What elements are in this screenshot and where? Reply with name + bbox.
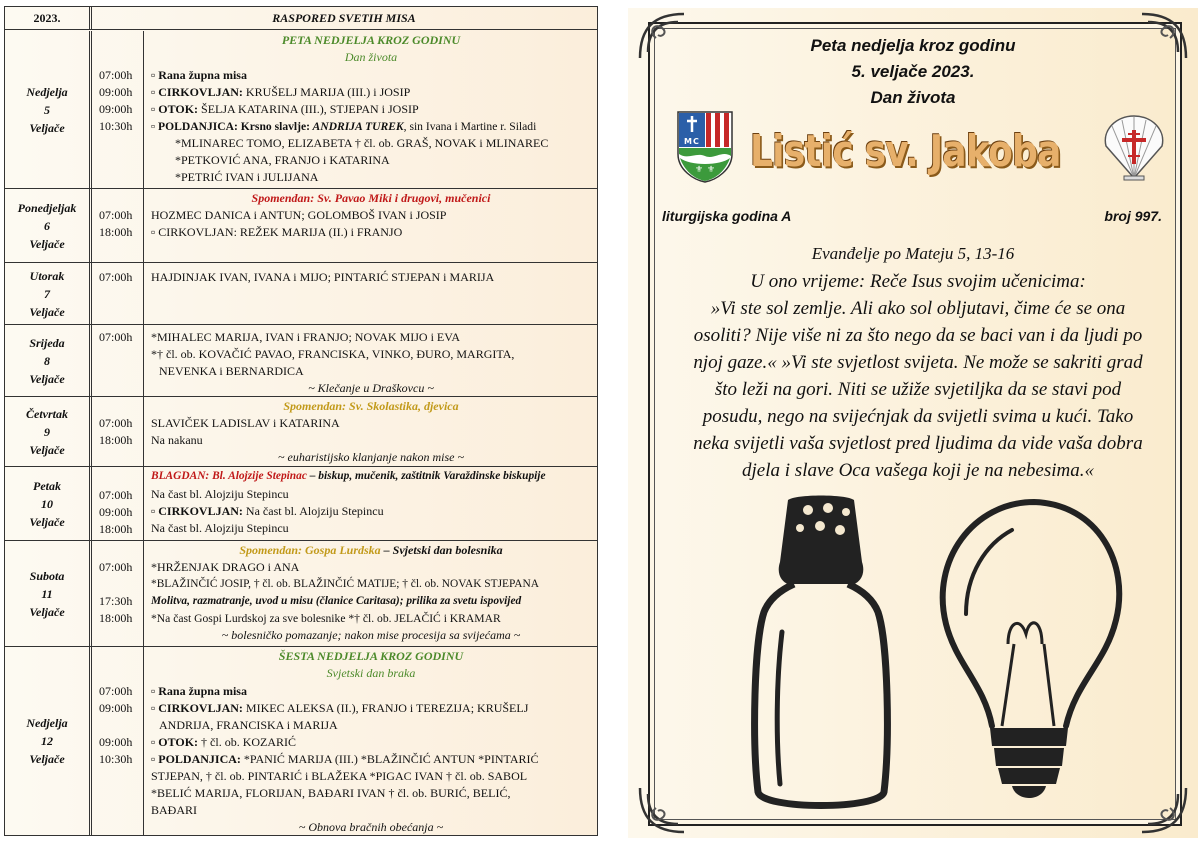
day-label: Petak 10 Veljače bbox=[5, 467, 92, 540]
day-row-saturday-11 bbox=[5, 541, 597, 647]
mass-times: 07:00h bbox=[91, 263, 144, 324]
mass-times: 07:00h 17:30h 18:00h bbox=[91, 541, 144, 646]
day-row-tuesday-7 bbox=[5, 263, 597, 325]
mass-intentions: ŠESTA NEDJELJA KROZ GODINU Svjetski dan braka ▫ Rana župna misa ▫ CIRKOVLJAN: MIKEC ALEKSA (II.), FRANJO i TEREZIJA; KRUŠELJ ANDRIJA, FRANCISKA i MARIJA ▫ OTOK: † čl. ob. KOZARIĆ ▫ POLDANJICA: *PANIĆ MARIJA (III.) *BLAŽINČIĆ ANTUN *PINTARIĆ STJEPAN, † čl. ob. PINTARIĆ i BLAŽEKA *PIGAC IVAN † čl. ob. SABOL *BELIĆ MARIJA, FLORIJAN, BAĐARI IVAN † čl. ob. BURIĆ, BELIĆ, BAĐARI ~ Obnova bračnih obećanja ~ bbox=[145, 647, 597, 835]
ornament-corner-icon bbox=[634, 784, 688, 838]
issue-number: broj 997. bbox=[1104, 208, 1162, 224]
gospel-text: U ono vrijeme: Reče Isus svojim učenicima: »Vi ste sol zemlje. Ali ako sol obljutavi, čime će se ona osoliti? Nije više ni za što nego da se baci van i da ljudi po njoj gaze.« »Vi ste svjetlost svijeta. Ne može se sakriti grad što leži na gori. Niti se užiže svjetiljka da se stavi pod posudu, nego na svijećnjak da svijetli svima u kući. Tako neka svijetli vaša svjetlost pred ljudima da vide vaša dobra djela i slave Oca vašega koji je na nebesima.« bbox=[693, 271, 1143, 481]
day-label: Četvrtak 9 Veljače bbox=[5, 397, 92, 466]
liturgical-day-heading: Spomendan: Sv. Skolastika, djevica bbox=[283, 399, 459, 413]
mass-intentions: *MIHALEC MARIJA, IVAN i FRANJO; NOVAK MIJO i EVA *† čl. ob. KOVAČIĆ PAVAO, FRANCISKA, VINKO, ĐURO, MARGITA, NEVENKA i BERNARDICA ~ Klečanje u Draškovcu ~ bbox=[145, 325, 597, 396]
mass-times: 07:00h 18:00h bbox=[91, 189, 144, 262]
day-row-wednesday-8 bbox=[5, 325, 597, 397]
mass-times: 07:00h 18:00h bbox=[91, 397, 144, 466]
salt-shaker-icon bbox=[736, 492, 906, 822]
day-note: ~ bolesničko pomazanje; nakon mise procesija sa svijećama ~ bbox=[221, 628, 521, 642]
liturgical-day-heading: PETA NEDJELJA KROZ GODINU bbox=[281, 33, 461, 47]
mass-times: 07:00h 09:00h 18:00h bbox=[91, 467, 144, 540]
scallop-shell-icon bbox=[1098, 112, 1170, 182]
mass-intentions: Spomendan: Sv. Pavao Miki i drugovi, mučenici HOZMEC DANICA i ANTUN; GOLOMBOŠ IVAN i JOSIP ▫ CIRKOVLJAN: REŽEK MARIJA (II.) i FRANJO bbox=[145, 189, 597, 262]
liturgical-day-subheading: Svjetski dan braka bbox=[326, 666, 416, 680]
light-bulb-icon bbox=[916, 494, 1136, 822]
cover-title-line-1: Peta nedjelja kroz godinu bbox=[810, 36, 1016, 55]
day-note: ~ Obnova bračnih obećanja ~ bbox=[298, 820, 444, 834]
day-row-friday-10 bbox=[5, 467, 597, 541]
day-row-sunday-5 bbox=[5, 31, 597, 189]
mass-intentions: PETA NEDJELJA KROZ GODINU Dan života ▫ Rana župna misa ▫ CIRKOVLJAN: KRUŠELJ MARIJA (III.) i JOSIP ▫ OTOK: ŠELJA KATARINA (III.), STJEPAN i JOSIP ▫ POLDANJICA: Krsno slavlje: ANDRIJA TUREK, sin Ivana i Martine r. Siladi *MLINAREC TOMO, ELIZABETA † čl. ob. GRAŠ, NOVAK i MLINAREC *PETKOVIĆ ANA, FRANJO i KATARINA *PETRIĆ IVAN i JULIJANA bbox=[145, 31, 597, 188]
gospel-reference: Evanđelje po Mateju 5, 13-16 bbox=[811, 244, 1015, 263]
liturgical-day-heading: ŠESTA NEDJELJA KROZ GODINU bbox=[278, 649, 464, 663]
svg-text:C: C bbox=[693, 137, 699, 146]
day-row-monday-6 bbox=[5, 189, 597, 263]
schedule-title: RASPORED SVETIH MISA bbox=[272, 11, 416, 25]
coat-of-arms-icon bbox=[676, 110, 734, 184]
day-row-sunday-12 bbox=[5, 647, 597, 835]
ornament-corner-icon bbox=[1138, 784, 1192, 838]
mass-times: 07:00h 09:00h 09:00h 10:30h bbox=[91, 31, 144, 188]
mass-times: 07:00h bbox=[91, 325, 144, 396]
mass-intentions: Spomendan: Gospa Lurdska – Svjetski dan bolesnika *HRŽENJAK DRAGO i ANA *BLAŽINČIĆ JOSIP, † čl. ob. BLAŽINČIĆ MATIJE; † čl. ob. NOVAK STJEPANA Molitva, razmatranje, uvod u misu (članice Caritasa); prilika za svetu ispovijed *Na čast Gospi Lurdskoj za sve bolesnike *† čl. ob. JELAČIĆ i KRAMAR ~ bolesničko pomazanje; nakon mise procesija sa svijećama ~ bbox=[145, 541, 597, 646]
liturgical-day-heading: Spomendan: Gospa Lurdska – Svjetski dan bolesnika bbox=[239, 543, 503, 557]
cover-title-line-3: Dan života bbox=[870, 88, 956, 107]
mass-intentions: BLAGDAN: Bl. Alojzije Stepinac – biskup, mučenik, zaštitnik Varaždinske biskupije Na čast bl. Alojziju Stepincu ▫ CIRKOVLJAN: Na čast bl. Alojziju Stepincu Na čast bl. Alojziju Stepincu bbox=[151, 470, 546, 535]
svg-text:⚜: ⚜ bbox=[695, 165, 704, 175]
year-cell: 2023. bbox=[5, 7, 92, 29]
day-label: Subota 11 Veljače bbox=[5, 541, 92, 646]
liturgical-year: liturgijska godina A bbox=[662, 208, 792, 224]
day-note: ~ Klečanje u Draškovcu ~ bbox=[308, 381, 434, 395]
mass-schedule-table bbox=[4, 6, 598, 836]
mass-intentions: Spomendan: Sv. Skolastika, djevica SLAVIČEK LADISLAV i KATARINA Na nakanu ~ euharistijsko klanjanje nakon mise ~ bbox=[145, 397, 597, 466]
mass-times: 07:00h 09:00h 09:00h 10:30h bbox=[91, 647, 144, 835]
bulletin-cover bbox=[628, 8, 1198, 838]
liturgical-day-heading: BLAGDAN: Bl. Alojzije Stepinac – biskup, mučenik, zaštitnik Varaždinske biskupije bbox=[151, 470, 546, 482]
day-label: Nedjelja 12 Veljače bbox=[5, 647, 92, 835]
bulletin-masthead: Listić sv. Jakoba bbox=[750, 126, 1061, 177]
cover-title-line-2: 5. veljače 2023. bbox=[851, 62, 975, 81]
day-label: Utorak 7 Veljače bbox=[5, 263, 92, 324]
day-label: Srijeda 8 Veljače bbox=[5, 325, 92, 396]
mass-intentions: HAJDINJAK IVAN, IVANA i MIJO; PINTARIĆ STJEPAN i MARIJA bbox=[151, 270, 495, 284]
day-note: ~ euharistijsko klanjanje nakon mise ~ bbox=[278, 450, 464, 464]
liturgical-day-heading: Spomendan: Sv. Pavao Miki i drugovi, mučenici bbox=[251, 191, 491, 205]
liturgical-day-subheading: Dan života bbox=[344, 50, 398, 64]
day-label: Ponedjeljak 6 Veljače bbox=[5, 189, 92, 262]
table-header bbox=[5, 7, 597, 30]
svg-text:⚜: ⚜ bbox=[707, 165, 716, 175]
day-label: Nedjelja 5 Veljače bbox=[5, 31, 92, 188]
day-row-thursday-9 bbox=[5, 397, 597, 467]
svg-text:M: M bbox=[684, 137, 692, 146]
